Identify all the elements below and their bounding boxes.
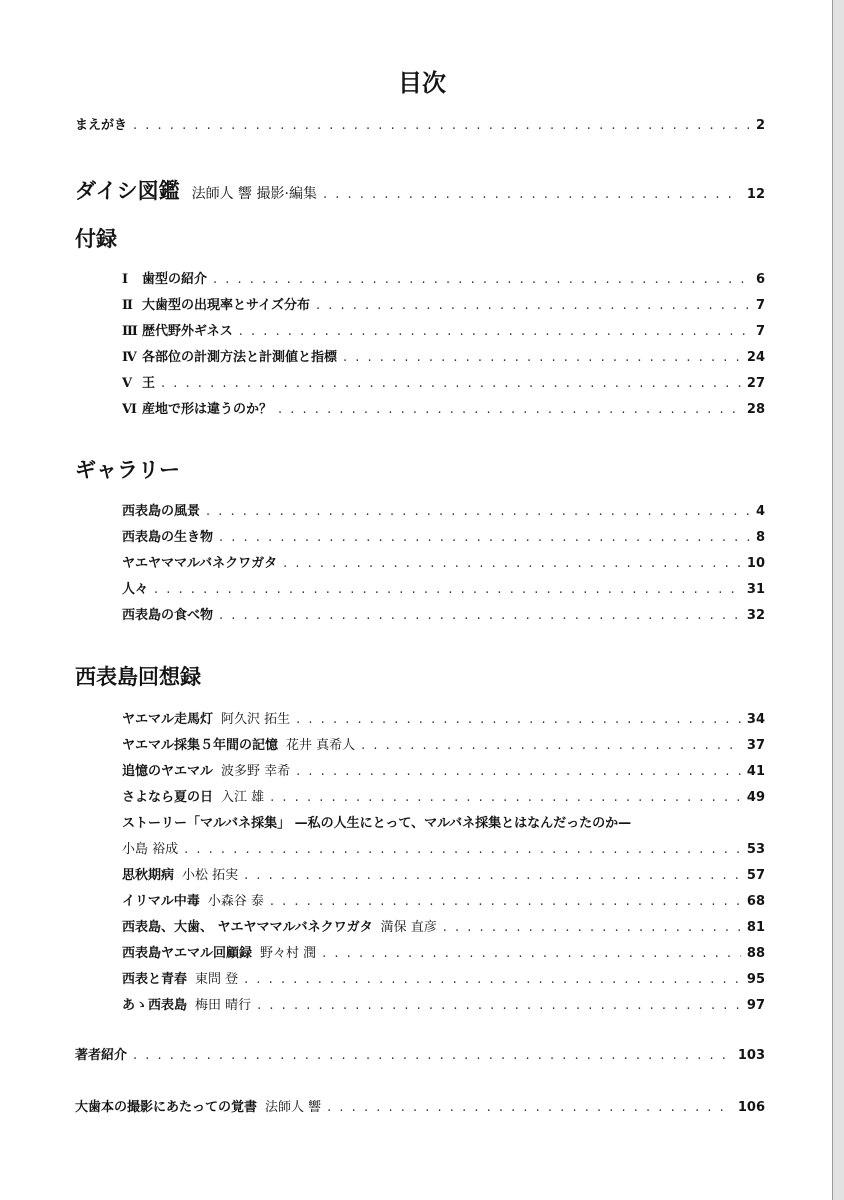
page-number: 4 bbox=[755, 504, 765, 519]
page-number: 2 bbox=[755, 118, 765, 133]
dot-leader bbox=[327, 1100, 732, 1115]
section-heading-kaisou: 西表島回想録 bbox=[75, 665, 201, 689]
toc-entry-furoku[interactable] bbox=[122, 346, 765, 365]
toc-entry-furoku[interactable] bbox=[122, 398, 765, 417]
entry-author: 満保 直彦 bbox=[380, 920, 437, 935]
dot-leader bbox=[257, 998, 741, 1013]
roman-numeral: Ⅳ bbox=[122, 350, 137, 365]
dot-leader bbox=[323, 187, 741, 202]
toc-entry-kaisou[interactable] bbox=[122, 994, 765, 1013]
toc-entry-oboegaki[interactable] bbox=[75, 1096, 765, 1115]
entry-title: ヤエヤママルバネクワガタ bbox=[122, 556, 278, 571]
entry-title: 人々 bbox=[122, 582, 149, 597]
page-title: 目次 bbox=[398, 69, 446, 97]
entry-title: 西表島、大歯、 ヤエヤママルバネクワガタ bbox=[122, 920, 373, 935]
page-number: 8 bbox=[755, 530, 765, 545]
dot-leader bbox=[161, 376, 741, 391]
entry-title: Ⅲ 歴代野外ギネス bbox=[122, 324, 233, 339]
entry-title: 追憶のヤエマル bbox=[122, 764, 214, 779]
dot-leader bbox=[270, 894, 741, 909]
page-number: 41 bbox=[746, 764, 765, 779]
toc-entry-maegaki[interactable] bbox=[75, 114, 765, 133]
page-number: 49 bbox=[746, 790, 765, 805]
entry-title: 西表島の生き物 bbox=[122, 530, 214, 545]
toc-entry-gallery[interactable] bbox=[122, 578, 765, 597]
page-number: 53 bbox=[746, 842, 765, 857]
page-number: 32 bbox=[746, 608, 765, 623]
entry-author: 梅田 晴行 bbox=[195, 998, 252, 1013]
page-number: 7 bbox=[755, 298, 765, 313]
entry-title: 思秋期病 bbox=[122, 868, 175, 883]
page-number: 81 bbox=[746, 920, 765, 935]
page-number: 57 bbox=[746, 868, 765, 883]
toc-entry-kaisou[interactable] bbox=[122, 734, 765, 753]
page-number: 10 bbox=[746, 556, 765, 571]
roman-numeral: Ⅵ bbox=[122, 402, 137, 417]
entry-title: ダイシ図鑑 bbox=[75, 179, 180, 203]
toc-entry-zukan[interactable] bbox=[75, 175, 765, 205]
section-heading-gallery: ギャラリー bbox=[75, 458, 180, 482]
dot-leader bbox=[184, 842, 741, 857]
page-number: 106 bbox=[737, 1100, 765, 1115]
page-number: 103 bbox=[737, 1048, 765, 1063]
entry-title: 大歯本の撮影にあたっての覚書 bbox=[75, 1100, 258, 1115]
toc-entry-gallery[interactable] bbox=[122, 500, 765, 519]
entry-author: 小森谷 泰 bbox=[207, 894, 264, 909]
toc-entry-gallery[interactable] bbox=[122, 552, 765, 571]
story-title[interactable]: ストーリー「マルバネ採集」 —私の人生にとって、マルバネ採集とはなんだったのか— bbox=[122, 816, 632, 831]
entry-title: まえがき bbox=[75, 118, 128, 133]
toc-entry-kaisou[interactable] bbox=[122, 916, 765, 935]
page-number: 37 bbox=[746, 738, 765, 753]
dot-leader bbox=[296, 712, 741, 727]
dot-leader bbox=[361, 738, 741, 753]
toc-entry-story[interactable] bbox=[122, 838, 765, 857]
toc-entry-chosha[interactable] bbox=[75, 1044, 765, 1063]
entry-title: 西表島の風景 bbox=[122, 504, 201, 519]
dot-leader bbox=[133, 118, 750, 133]
entry-title: あゝ西表島 bbox=[122, 998, 188, 1013]
page-number: 97 bbox=[746, 998, 765, 1013]
toc-entry-kaisou[interactable] bbox=[122, 942, 765, 961]
toc-entry-furoku[interactable] bbox=[122, 268, 765, 287]
entry-title: Ⅱ 大歯型の出現率とサイズ分布 bbox=[122, 298, 310, 313]
entry-title: ヤエマル走馬灯 bbox=[122, 712, 214, 727]
dot-leader bbox=[133, 1048, 732, 1063]
dot-leader bbox=[278, 402, 741, 417]
page-number: 88 bbox=[746, 946, 765, 961]
page-number: 68 bbox=[746, 894, 765, 909]
toc-entry-kaisou[interactable] bbox=[122, 760, 765, 779]
entry-author: 東問 登 bbox=[195, 972, 239, 987]
dot-leader bbox=[244, 868, 741, 883]
entry-author: 波多野 幸希 bbox=[221, 764, 291, 779]
entry-author: 花井 真希人 bbox=[286, 738, 356, 753]
roman-numeral: Ⅰ bbox=[122, 272, 129, 287]
entry-title: Ⅵ 産地で形は違うのか？ bbox=[122, 402, 273, 417]
toc-entry-gallery[interactable] bbox=[122, 604, 765, 623]
entry-author: 小松 拓実 bbox=[182, 868, 239, 883]
page-number: 34 bbox=[746, 712, 765, 727]
dot-leader bbox=[239, 324, 750, 339]
entry-title: ヤエマル採集５年間の記憶 bbox=[122, 738, 279, 753]
toc-entry-kaisou[interactable] bbox=[122, 864, 765, 883]
entry-author: 阿久沢 拓生 bbox=[221, 712, 291, 727]
toc-entry-furoku[interactable] bbox=[122, 372, 765, 391]
roman-numeral: Ⅲ bbox=[122, 324, 138, 339]
toc-entry-furoku[interactable] bbox=[122, 294, 765, 313]
page-number: 31 bbox=[746, 582, 765, 597]
dot-leader bbox=[244, 972, 741, 987]
page-edge bbox=[832, 0, 844, 1200]
toc-entry-kaisou[interactable] bbox=[122, 890, 765, 909]
entry-author: 野々村 潤 bbox=[260, 946, 317, 961]
page-number: 12 bbox=[746, 187, 765, 202]
dot-leader bbox=[219, 608, 741, 623]
dot-leader bbox=[316, 298, 750, 313]
entry-title: 西表島の食べ物 bbox=[122, 608, 214, 623]
dot-leader bbox=[219, 530, 750, 545]
entry-author: 法師人 響 撮影·編集 bbox=[191, 186, 317, 202]
dot-leader bbox=[322, 946, 741, 961]
entry-title: 著者紹介 bbox=[75, 1048, 128, 1063]
entry-title: Ⅰ 歯型の紹介 bbox=[122, 272, 208, 287]
toc-entry-kaisou[interactable] bbox=[122, 708, 765, 727]
page-number: 7 bbox=[755, 324, 765, 339]
toc-entry-kaisou[interactable] bbox=[122, 968, 765, 987]
toc-entry-furoku[interactable] bbox=[122, 320, 765, 339]
page-number: 6 bbox=[755, 272, 765, 287]
entry-author: 入江 雄 bbox=[221, 790, 265, 805]
dot-leader bbox=[213, 272, 750, 287]
entry-author: 法師人 響 bbox=[265, 1100, 322, 1115]
page-number: 28 bbox=[746, 402, 765, 417]
entry-title: Ⅳ 各部位の計測方法と計測値と指標 bbox=[122, 350, 338, 365]
entry-author: 小島 裕成 bbox=[122, 842, 179, 857]
page-number: 27 bbox=[746, 376, 765, 391]
dot-leader bbox=[343, 350, 741, 365]
entry-title: イリマル中毒 bbox=[122, 894, 200, 909]
dot-leader bbox=[206, 504, 750, 519]
roman-numeral: Ⅱ bbox=[122, 298, 133, 313]
entry-title: Ⅴ 王 bbox=[122, 376, 156, 391]
toc-entry-gallery[interactable] bbox=[122, 526, 765, 545]
entry-title: 西表島ヤエマル回顧録 bbox=[122, 946, 253, 961]
entry-title: さよなら夏の日 bbox=[122, 790, 214, 805]
dot-leader bbox=[296, 764, 741, 779]
roman-numeral: Ⅴ bbox=[122, 376, 133, 391]
section-heading-furoku: 付録 bbox=[75, 227, 117, 251]
dot-leader bbox=[283, 556, 741, 571]
dot-leader bbox=[443, 920, 741, 935]
entry-title: 西表と青春 bbox=[122, 972, 188, 987]
toc-entry-kaisou[interactable] bbox=[122, 786, 765, 805]
page-number: 95 bbox=[746, 972, 765, 987]
page-number: 24 bbox=[746, 350, 765, 365]
dot-leader bbox=[270, 790, 741, 805]
dot-leader bbox=[154, 582, 741, 597]
